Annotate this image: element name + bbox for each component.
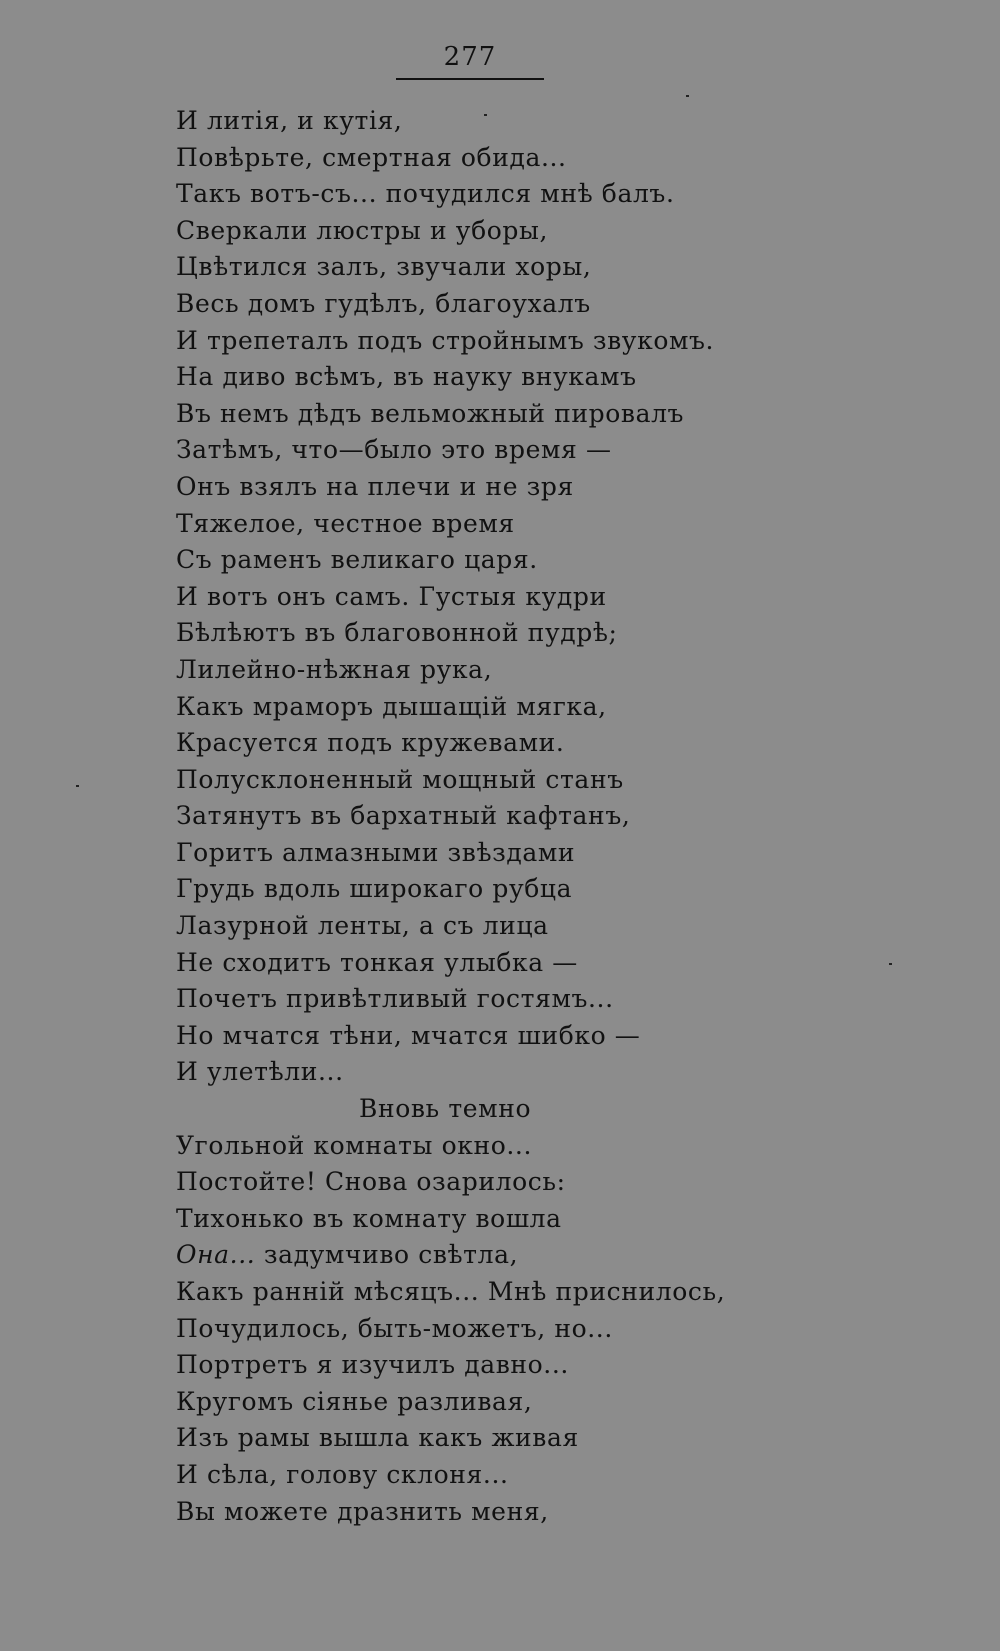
- page-number: 277: [443, 42, 497, 72]
- poem-line: [176, 1274, 956, 1311]
- page-number-rule: [396, 78, 544, 80]
- poem-line: [176, 835, 956, 872]
- print-speck: [484, 114, 487, 116]
- poem-line: [176, 542, 956, 579]
- poem-line-text: Въ немъ дѣдъ вельможный пировалъ: [176, 398, 685, 428]
- poem-line: [176, 1457, 956, 1494]
- poem-line-text: Красуется подъ кружевами.: [176, 728, 565, 758]
- poem-line-text: И сѣла, голову склоня...: [176, 1459, 509, 1489]
- poem-line: [176, 286, 956, 323]
- poem-line-text: Но мчатся тѣни, мчатся шибко —: [176, 1020, 641, 1050]
- poem-line-text: Весь домъ гудѣлъ, благоухалъ: [176, 288, 591, 318]
- poem-line: [176, 396, 956, 433]
- poem-line-text: Тихонько въ комнату вошла: [176, 1203, 562, 1233]
- print-speck: [76, 785, 79, 787]
- poem-line-text: Постойте! Снова озарилось:: [176, 1167, 566, 1197]
- poem-line: [176, 1128, 956, 1165]
- print-speck: [686, 95, 689, 97]
- poem-line: [176, 615, 956, 652]
- poem-line-text: Вновь темно: [359, 1094, 532, 1124]
- poem-line-text: Такъ вотъ-съ... почудился мнѣ балъ.: [176, 179, 675, 209]
- poem-line-text: И улетѣли...: [176, 1057, 344, 1087]
- poem-line-text: Цвѣтился залъ, звучали хоры,: [176, 252, 592, 282]
- poem-line-text: Бѣлѣютъ въ благовонной пудрѣ;: [176, 618, 618, 648]
- poem-line-text: Лазурной ленты, а съ лица: [176, 911, 549, 941]
- poem-line: [176, 579, 956, 616]
- poem-line: [176, 945, 956, 982]
- poem-line: [176, 1054, 956, 1091]
- poem-line-text: Не сходитъ тонкая улыбка —: [176, 947, 578, 977]
- poem-line: [176, 1347, 956, 1384]
- poem-line: [176, 725, 956, 762]
- poem-line-text: Повѣрьте, смертная обида...: [176, 142, 567, 172]
- poem-line: [176, 762, 956, 799]
- poem-line: [176, 652, 956, 689]
- poem-line-text: И вотъ онъ самъ. Густыя кудри: [176, 581, 607, 611]
- poem-line-text: Изъ рамы вышла какъ живая: [176, 1423, 579, 1453]
- poem-line: [176, 1091, 956, 1128]
- poem-line: [176, 323, 956, 360]
- poem-line: [176, 1164, 956, 1201]
- poem-line-text: Вы можете дразнить меня,: [176, 1496, 549, 1526]
- poem-line-text: Угольной комнаты окно...: [176, 1130, 533, 1160]
- poem-line-text: задумчиво свѣтла,: [255, 1240, 519, 1270]
- poem-line: [176, 689, 956, 726]
- poem-line: [176, 1237, 956, 1274]
- poem-line-text: Портретъ я изучилъ давно...: [176, 1350, 569, 1380]
- poem-line-text: Какъ ранній мѣсяцъ... Мнѣ приснилось,: [176, 1277, 726, 1306]
- poem-line-text: И трепеталъ подъ стройнымъ звукомъ.: [176, 325, 715, 355]
- poem-line: [176, 798, 956, 835]
- poem-line-text: Полусклоненный мощный станъ: [176, 764, 624, 794]
- poem-line: [176, 469, 956, 506]
- poem-text: [176, 103, 956, 1530]
- poem-line-emphasis: Она...: [176, 1240, 256, 1270]
- poem-line: [176, 359, 956, 396]
- poem-line: [176, 908, 956, 945]
- poem-line-text: Почудилось, быть-можетъ, но...: [176, 1313, 613, 1343]
- poem-line-text: Почетъ привѣтливый гостямъ...: [176, 984, 614, 1014]
- poem-line-text: Затѣмъ, что—было это время —: [176, 435, 612, 465]
- poem-line: [176, 103, 956, 140]
- poem-line-text: Затянутъ въ бархатный кафтанъ,: [176, 801, 631, 831]
- poem-line: [176, 871, 956, 908]
- poem-line-text: И литія, и кутія,: [176, 106, 403, 135]
- poem-line-text: Какъ мраморъ дышащій мягка,: [176, 691, 607, 721]
- poem-line: [176, 1494, 956, 1531]
- poem-line: [176, 213, 956, 250]
- poem-line: [176, 1311, 956, 1348]
- poem-line-text: Онъ взялъ на плечи и не зря: [176, 471, 574, 501]
- poem-line-text: Сверкали люстры и уборы,: [176, 215, 549, 245]
- poem-line: [176, 981, 956, 1018]
- poem-line-text: Съ раменъ великаго царя.: [176, 545, 538, 575]
- poem-line-text: Грудь вдоль широкаго рубца: [176, 874, 573, 904]
- poem-line: [176, 1384, 956, 1421]
- poem-line-text: Кругомъ сіянье разливая,: [176, 1386, 533, 1416]
- poem-line-text: На диво всѣмъ, въ науку внукамъ: [176, 362, 637, 392]
- poem-line: [176, 506, 956, 543]
- print-speck: [889, 963, 892, 965]
- poem-line: [176, 1420, 956, 1457]
- poem-line: [176, 1201, 956, 1238]
- poem-line-text: Горитъ алмазными звѣздами: [176, 837, 576, 867]
- poem-line: [176, 1018, 956, 1055]
- poem-line-text: Лилейно-нѣжная рука,: [176, 654, 493, 684]
- poem-line: [176, 176, 956, 213]
- poem-line: [176, 140, 956, 177]
- poem-line-text: Тяжелое, честное время: [176, 508, 515, 538]
- poem-line: [176, 432, 956, 469]
- poem-line: [176, 249, 956, 286]
